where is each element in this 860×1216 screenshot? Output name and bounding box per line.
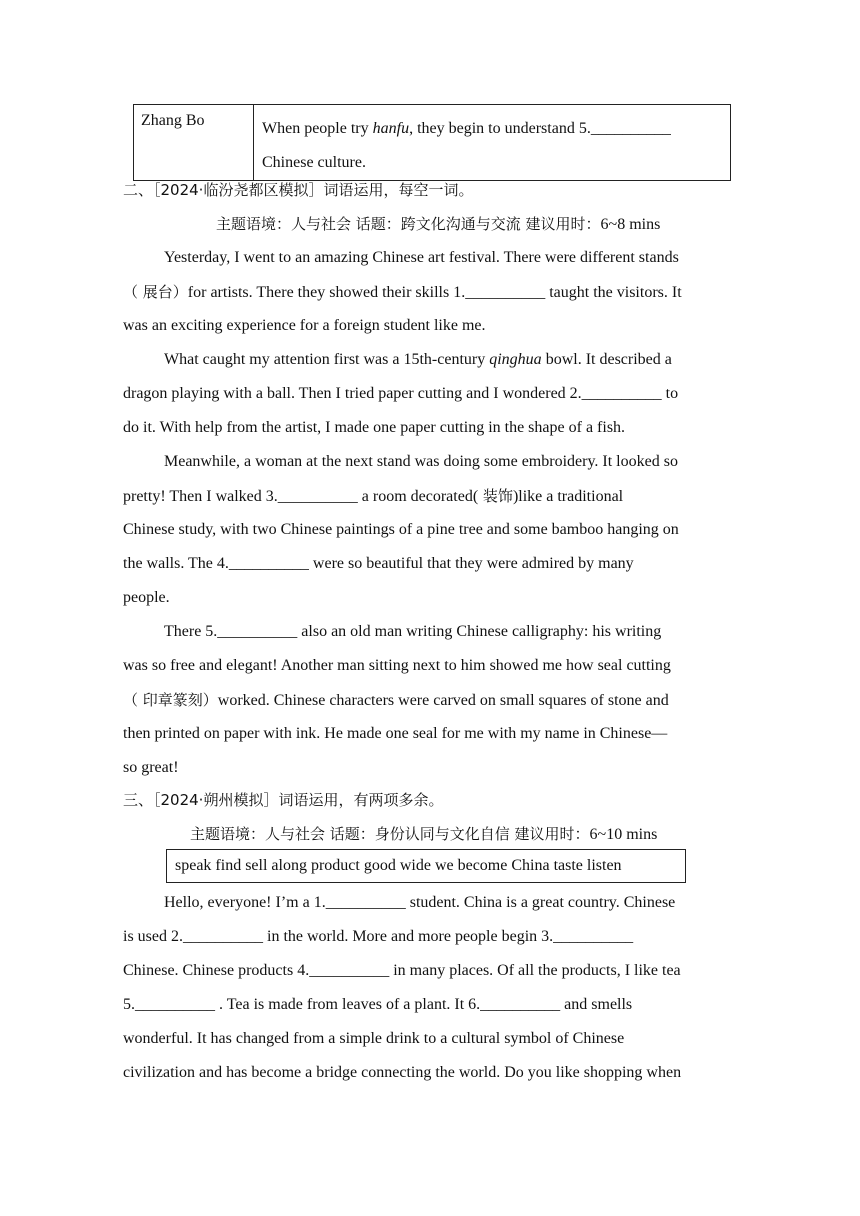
s2-note-decorate: 装饰 [478, 487, 513, 505]
section2-heading: 二、［2024·临汾尧都区模拟］词语运用，每空一词。 [123, 181, 474, 199]
s2-line-8 [123, 486, 623, 507]
s2-line-15: then printed on paper with ink. He made one seal for me with my name in Chinese— [123, 725, 668, 742]
s3-line-4: 5.__________ . Tea is made from leaves of a plant. It 6.__________ and smells [123, 996, 633, 1013]
s2-line-4-text: What caught my attention first was a 15th-century [164, 351, 490, 368]
s2-line-14 [123, 690, 669, 711]
s2-line-9: Chinese study, with two Chinese paintings of a pine tree and some bamboo hanging on [123, 521, 679, 538]
s3-line-3: Chinese. Chinese products 4.__________ in many places. Of all the products, I like tea [123, 962, 681, 979]
s2-line-5: dragon playing with a ball. Then I tried paper cutting and I wondered 2.__________ to [123, 385, 679, 402]
s2-line-7: Meanwhile, a woman at the next stand was doing some embroidery. It looked so [164, 453, 678, 470]
s2-line-8-tail: )like a traditional [512, 488, 624, 505]
s2-line-16: so great! [123, 759, 179, 776]
table-name-cell: Zhang Bo [134, 105, 254, 181]
section3-topic [190, 824, 657, 845]
s2-line-10: the walls. The 4.__________ were so beautiful that they were admired by many [123, 555, 634, 572]
s3-line-6: civilization and has become a bridge connecting the world. Do you like shopping when [123, 1064, 682, 1081]
table-text-line2: Chinese culture. [262, 154, 366, 171]
section2-topic-time: 6~8 mins [600, 216, 661, 233]
answer-table [133, 104, 731, 181]
s2-line-12: There 5.__________ also an old man writing Chinese calligraphy: his writing [164, 623, 662, 640]
section2-topic [216, 214, 660, 235]
s2-line-13: was so free and elegant! Another man sitting next to him showed me how seal cutting [123, 657, 671, 674]
s2-line-8-text: pretty! Then I walked 3.__________ a room decorated( [123, 488, 479, 505]
s2-line-6: do it. With help from the artist, I made one paper cutting in the shape of a fish. [123, 419, 626, 436]
table-text-b: , they begin to understand 5.__________ [409, 120, 671, 137]
s2-line-11: people. [123, 589, 170, 606]
s2-line-4-tail: bowl. It described a [541, 351, 672, 368]
s2-line-2-text: for artists. There they showed their skills 1.__________ taught the visitors. It [187, 284, 682, 301]
table-row [134, 105, 731, 181]
s2-line-1: Yesterday, I went to an amazing Chinese art festival. There were different stands [164, 249, 679, 266]
section3-topic-time: 6~10 mins [589, 826, 658, 843]
section3-topic-text: 主题语境：人与社会 话题：身份认同与文化自信 建议用时： [190, 825, 590, 843]
s3-line-2: is used 2.__________ in the world. More and more people begin 3.__________ [123, 928, 634, 945]
s2-qinghua: qinghua [489, 351, 542, 368]
section2-topic-text: 主题语境：人与社会 话题：跨文化沟通与交流 建议用时： [216, 215, 601, 233]
s2-line-14-text: worked. Chinese characters were carved on small squares of stone and [217, 692, 669, 709]
s3-line-5: wonderful. It has changed from a simple drink to a cultural symbol of Chinese [123, 1030, 625, 1047]
table-text-cell [254, 105, 731, 181]
table-text-a: When people try [262, 120, 373, 137]
s2-note-stand: （ 展台） [123, 283, 188, 301]
table-text-italic: hanfu [372, 120, 410, 137]
s2-line-3: was an exciting experience for a foreign student like me. [123, 317, 486, 334]
s2-line-4 [164, 350, 672, 370]
section3-heading: 三、［2024·朔州模拟］词语运用，有两项多余。 [123, 791, 444, 809]
s2-note-seal: （ 印章篆刻） [123, 691, 218, 709]
word-bank-box: speak find sell along product good wide we become China taste listen [166, 849, 686, 883]
s3-line-1: Hello, everyone! I’m a 1.__________ student. China is a great country. Chinese [164, 894, 676, 911]
s2-line-2 [123, 282, 682, 303]
